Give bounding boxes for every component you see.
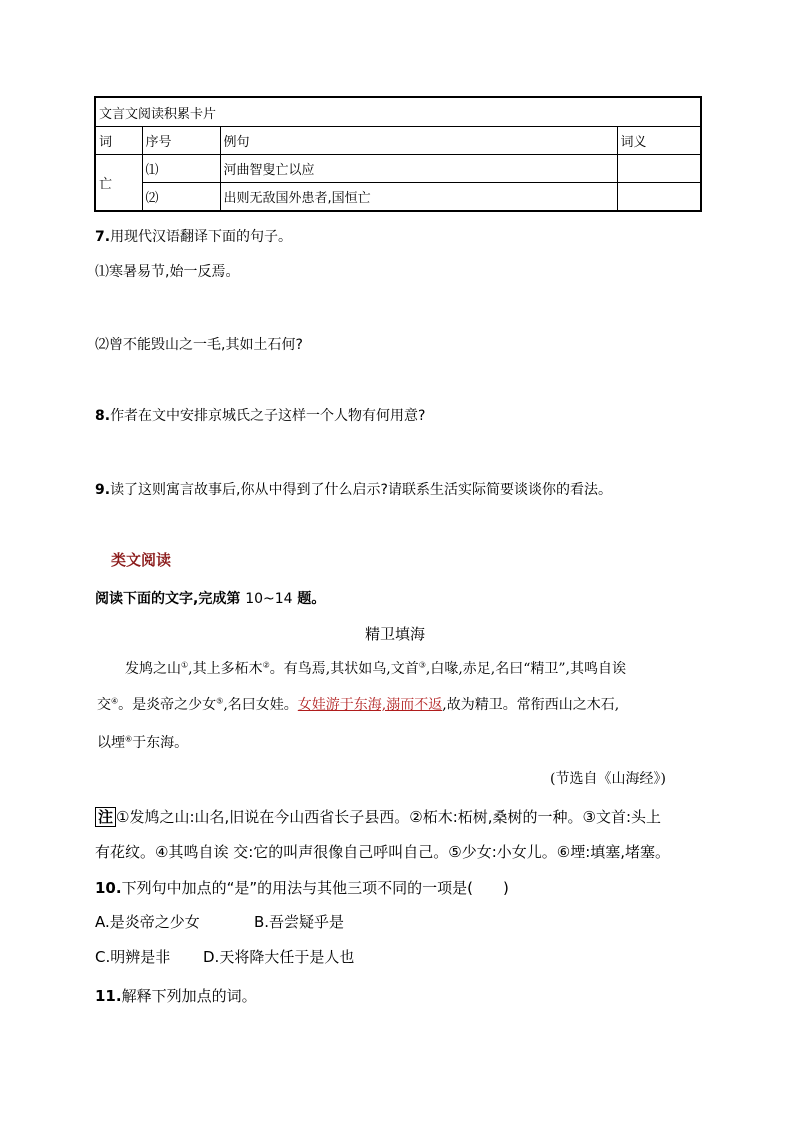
question-number: 7. <box>95 229 111 245</box>
question-text: 用现代汉语翻译下面的句子。 <box>110 229 293 245</box>
instruction-text: 阅读下面的文字,完成第 <box>95 591 246 607</box>
passage-source: (节选自《山海经》) <box>550 771 666 787</box>
footnote-ref: ② <box>262 660 270 670</box>
question-text: 下列句中加点的“是”的用法与其他三项不同的一项是( ) <box>121 879 509 897</box>
footnote-ref: ④ <box>111 696 119 706</box>
passage-text: 。是炎帝之少女 <box>118 697 217 713</box>
header-meaning: 词义 <box>617 127 701 155</box>
passage-line-1 <box>97 658 705 678</box>
passage-text: ,名曰女娃。 <box>223 697 298 713</box>
notes-label: 注 <box>95 807 116 827</box>
row-num: ⑵ <box>142 183 220 212</box>
reading-instruction <box>95 588 325 608</box>
passage-text: 。有鸟焉,其状如乌,文首 <box>269 661 419 677</box>
passage-text: 交 <box>97 697 111 713</box>
row-num: ⑴ <box>142 155 220 183</box>
passage-text: 以堙 <box>97 735 125 751</box>
word-cell: 亡 <box>95 155 142 212</box>
option-a[interactable]: A.是炎帝之少女 <box>95 913 200 931</box>
option-c[interactable]: C.明辨是非 <box>95 948 171 966</box>
row-meaning[interactable] <box>617 155 701 183</box>
header-word: 词 <box>95 127 142 155</box>
footnote-ref: ① <box>181 660 189 670</box>
row-sentence: 河曲智叟亡以应 <box>220 155 617 183</box>
passage-line-2 <box>97 694 705 714</box>
question-8 <box>95 405 426 425</box>
passage-text: ,白喙,赤足,名曰“精卫”,其鸣自诶 <box>425 661 626 677</box>
vocab-card-table <box>94 96 702 212</box>
question-text: 解释下列加点的词。 <box>121 987 257 1005</box>
instruction-text-end: 题。 <box>292 591 326 607</box>
passage-line-3 <box>97 732 705 752</box>
passage-title: 精卫填海 <box>365 625 426 643</box>
question-number: 8. <box>95 408 111 424</box>
option-b[interactable]: B.吾尝疑乎是 <box>254 913 345 931</box>
question-9 <box>95 479 612 499</box>
question-number: 9. <box>95 482 111 498</box>
passage-text: 于东海。 <box>132 735 189 751</box>
header-num: 序号 <box>142 127 220 155</box>
option-d[interactable]: D.天将降大任于是人也 <box>203 948 355 966</box>
notes-line-1 <box>95 806 661 827</box>
passage-text: ,其上多柘木 <box>188 661 263 677</box>
footnote-ref: ⑥ <box>125 734 133 744</box>
question-11 <box>95 985 257 1006</box>
section-title: 类文阅读 <box>111 551 172 569</box>
question-7-sentence-1: ⑴寒暑易节,始一反焉。 <box>95 264 240 280</box>
question-number: 10. <box>95 879 122 897</box>
passage-text: 发鸠之山 <box>125 661 181 677</box>
question-7-sentence-2: ⑵曾不能毁山之一毛,其如土石何? <box>95 337 303 353</box>
notes-text: ①发鸠之山:山名,旧说在今山西省长子县西。②柘木:柘树,桑树的一种。③文首:头上 <box>116 808 662 826</box>
table-title: 文言文阅读积累卡片 <box>95 97 701 127</box>
question-10 <box>95 877 509 898</box>
footnote-ref: ⑤ <box>216 696 224 706</box>
footnote-ref: ③ <box>418 660 426 670</box>
underlined-sentence: 女娃游于东海,溺而不返 <box>297 697 443 713</box>
header-sentence: 例句 <box>220 127 617 155</box>
question-text: 作者在文中安排京城氏之子这样一个人物有何用意? <box>110 408 426 424</box>
passage-text: ,故为精卫。常衔西山之木石, <box>442 697 620 713</box>
question-number: 11. <box>95 987 122 1005</box>
instruction-range: 10~14 <box>245 591 293 607</box>
row-sentence: 出则无敌国外患者,国恒亡 <box>220 183 617 212</box>
question-text: 读了这则寓言故事后,你从中得到了什么启示?请联系生活实际简要谈谈你的看法。 <box>110 482 612 498</box>
question-7 <box>95 226 292 246</box>
row-meaning[interactable] <box>617 183 701 212</box>
notes-line-2: 有花纹。④其鸣自诶 交:它的叫声很像自己呼叫自己。⑤少女:小女儿。⑥堙:填塞,堵塞。 <box>95 843 671 861</box>
